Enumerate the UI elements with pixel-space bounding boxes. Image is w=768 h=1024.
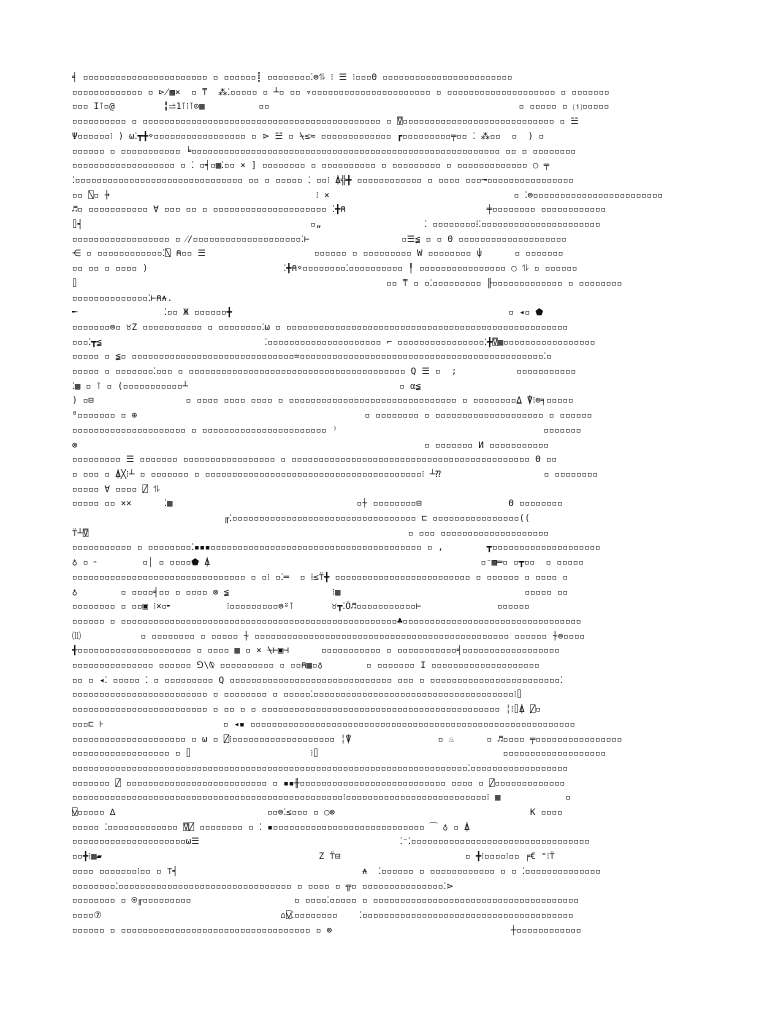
text-line: ▫▫ ⍂▫ ⍆ ⁝ ⨯ ▫ ⁚⊜▫▫▫▫▫▫▫▫▫▫▫▫▫▫▫▫▫▫▫▫▫▫▫▫ (72, 190, 663, 201)
text-line: ▫▫▫▫▫▫▫▫▫▫▫▫▫▫▫▫▫▫▫▫▫ω☰ ⁚⁻⁚▫▫▫▫▫▫▫▫▫▫▫▫▫▫▫▫▫▫▫▫▫▫▫▫▫▫▫▫▫▫▫▫▫ (72, 837, 590, 848)
text-line: ♬▫ ▫▫▫▫▫▫▫▫▫▫▫ ∀ ▫▫▫ ▫▫ ▫ ▫▫▫▫▫▫▫▫▫▫▫▫▫▫▫▫▫▫▫▫▫ ⁚╋⍝ ╪▫▫▫▫▫▫▫▫ ▫▫▫▫▫▫▫▫▫▫▫▫ (72, 205, 606, 216)
text-line: ╾ ⁚▫▫ Ж ▫▫▫▫▫▫╋ ▫ ◂▫ ⬟ (72, 308, 544, 319)
text-line: ▫▫▫▫▫▫▫▫▫▫▫▫▫▫▫▫▫▫▫ ▫ ⁚ ▫┥▫▦⁚▫▫ ⨯ ] ▫▫▫▫▫▫▫▫ ▫ ▫▫▫▫▫▫▫▫▫▫ ▫ ▫▫▫▫▫▫▫▫▫ ▫ ▫▫▫▫▫▫▫▫▫▫▫▫▫ ○ ╤ (72, 161, 550, 172)
text-line: ▫▫▫▫▫▫▫▫▫▫▫▫▫▫▫▫▫▫▫▫▫▫▫▫▫▫▫▫▫▫▫▫ ▫ ▫⁝ ▫⁚═ ▫ ⁞≤⍡╋ ▫▫▫▫▫▫▫▫▫▫▫▫▫▫▫▫▫▫▫▫▫▫▫▫▫ ▫ ▫▫▫▫▫▫ ▫ ▫▫▫▫ ▫ (72, 572, 568, 583)
text-line: ▫▫▫▫▫▫▫▫▫▫▫▫▫▫▫▫▫▫ ▫ ⁄/▫▫▫▫▫▫▫▫▫▫▫▫▫▫▫▫▫▫▫▫⁚⊢ ▫☰≨ ▫ ▫ Θ ▫▫▫▫▫▫▫▫▫▫▫▫▫▫▫▫▫▫▫▫ (72, 234, 567, 245)
text-line: ♁ ▫ ╴ ▫│ ▫ ▫▫▫▫⬟ ⍋ ▫⁻▩═▫ ▫┳▫▫ ▫ ▫▫▫▫▫ (72, 558, 584, 569)
text-line: ▫▫▫▫▫ ▫ ▫▫▫▫▫▫▫⁚▫▫▫ ▫ ▫▫▫▫▫▫▫▫▫▫▫▫▫▫▫▫▫▫▫▫▫▫▫▫▫▫▫▫▫▫▫▫▫▫▫▫▫▫▫▫ Q ☰ ▫ ; ▫▫▫▫▫▫▫▫▫▫▫ (72, 367, 577, 377)
text-line: ▫▫▫▫⑦ ⌂⍌⁚▫▫▫▫▫▫▫▫ ⁚▫▫▫▫▫▫▫▫▫▫▫▫▫▫▫▫▫▫▫▫▫▫▫▫▫▫▫▫▫▫▫▫▫▫▫▫▫▫▫ (72, 910, 574, 921)
text-line: ♁ ▫ ▫▫▫▫╡▫▫ ▫ ▫▫▫▫ ⊗ ≨ ⁝▦ ▫▫▫▫▫ ▫▫ (72, 587, 568, 598)
text-line: ╡ ▫▫▫▫▫▫▫▫▫▫▫▫▫▫▫▫▫▫▫▫▫▫▫ ▫ ▫▫▫▫▫▫┋ ▫▫▫▫▫▫▫▫⁚⊜⥮ ⁝ ☰ ⁝▫▫▫Θ ▫▫▫▫▫▫▫▫▫▫▫▫▫▫▫▫▫▫▫▫▫▫▫▫ (72, 73, 513, 83)
text-line: ⌷ ▫▫ ⍑ ▫ ▫⁚▫▫▫▫▫▫▫▫▫ ╟▫▫▫▫▫▫▫▫▫▫▫▫▫ ▫ ▫▫▫▫▫▫▫▫ (72, 278, 623, 289)
text-line: ▫▫▫▫▫▫▫▫▫▫▫▫▫▫▫▫▫▫▫▫▫ ▫ ω ▫ ⍁⁝▫▫▫▫▫▫▫▫▫▫▫▫▫▫▫▫▫▫▫ ╎⍒ ▫ ♨ ▫ ♬▫▫▫▫ ╤▫▫▫▫▫▫▫▫▫▫▫▫▫▫▫▫ (72, 734, 623, 745)
text-line: ▫▫▫▫▫▫▫▫▫▫▫▫▫▫▫▫▫▫▫▫▫▫▫▫▫▫▫▫▫▫▫▫▫▫▫▫▫▫▫▫▫▫▫▫▫▫▫▫▫▫▫▫▫▫▫▫▫▫▫▫▫▫▫▫▫▫▫▫▫▫▫▫▫⁚▫▫▫▫▫▫▫▫▫▫▫▫▫▫▫▫▫▫ (72, 763, 568, 774)
text-line: ▫▫▫⊏ ⊦ ▫ ◂▪ ▫▫▫▫▫▫▫▫▫▫▫▫▫▫▫▫▫▫▫▫▫▫▫▫▫▫▫▫▫▫▫▫▫▫▫▫▫▫▫▫▫▫▫▫▫▫▫▫▫▫▫▫▫▫▫▫▫▫▫▫ (72, 719, 576, 730)
text-line: ⌷┥ ▫„ ⁚ ▫▫▫▫▫▫▫▫⁞⁚▫▫▫▫▫▫▫▫▫▫▫▫▫▫▫▫▫▫▫▫▫▫ (72, 220, 601, 230)
text-line: ▫▫ ▫ ◂⁚ ▫▫▫▫▫ ⁚ ▫ ▫▫▫▫▫▫▫▫▫ Q ▫▫▫▫▫▫▫▫▫▫▫▫▫▫▫▫▫▫▫▫▫▫▫▫▫▫▫▫▫▫ ▫▫▫ ▫ ▫▫▫▫▫▫▫▫▫▫▫▫▫▫▫▫▫▫▫▫▫▫▫▫⁚ (72, 675, 563, 686)
text-line: ▫▫▫▫▫▫▫▫▫▫▫▫▫ ▫ ⋫▩⨯ ▫ ⍑ ⁂⁚▫▫▫▫▫ ▫ ┴▫ ▫▫ ▿▫▫▫▫▫▫▫▫▫▫▫▫▫▫▫▫▫▫▫▫▫▫ ▫ ▫▫▫▫▫▫▫▫▫▫▫▫▫▫▫▫▫▫▫▫ ▫ ▫▫▫▫▫▫▫ (72, 87, 610, 98)
text-line: ▫▫▫▫▫▫▫▫▫▫▫▫▫▫▫▫▫▫▫▫▫▫▫▫▫ ▫ ▫▫▫▫▫▫▫▫ ▫ ▫▫▫▫▫⁚▫▫▫▫▫▫▫▫▫▫▫▫▫▫▫▫▫▫▫▫▫▫▫▫▫▫▫▫▫▫▫▫▫▫▫▫▫⁝⌷ (72, 690, 523, 701)
text-line: ▫▫▫▫▫▫▫▫▫▫▫▫▫▫▫▫▫▫▫▫▫ ▫ ▫▫▫▫▫▫▫▫▫▫▫▫▫▫▫▫▫▫▫▫▫▫▫ ⁾ ▫▫▫▫▫▫▫ (72, 425, 582, 436)
text-line: ▫▫▫▫▫▫▫▫ ▫ ▫▫▣ ⁝⨯▫╸ ⁝▫▫▫▫▫▫▫▫▫⊜⍤⊺ ♉┳⁚Ö♬▫▫▫▫▫▫▫▫▫▫▫⊢ ▫▫▫▫▫▫ (72, 602, 530, 613)
text-line: ╉▫▫▫▫▫▫▫▫▫▫▫▫▫▫▫▫▫▫▫▫▫ ▫ ▫▫▫▫ ▦ ▫ ⨯ ⍀⊢▣⊣ ▫▫▫▫▫▫▫▫▫▫▫ ▫ ▫▫▫▫▫▫▫▫▫▫▫╡▫▫▫▫▫▫▫▫▫▫▫▫▫▫▫▫▫▫ (72, 646, 560, 657)
text-line: ▫▫▫▫▫▫▫▫ ▫ ⍟╓▫▫▫▫▫▫▫▫▫ ▫ ▫▫▫▫⁚▫▫▫▫▫ ▫ ▫▫▫▫▫▫▫▫▫▫▫▫▫▫▫▫▫▫▫▫▫▫▫▫▫▫▫▫▫▫▫▫▫▫▫▫▫▫ (72, 896, 579, 907)
text-line: ▫▫▫▫▫ ▫ ≨▫ ▫▫▫▫▫▫▫▫▫▫▫▫▫▫▫▫▫▫▫▫▫▫▫▫▫▫▫▫▫▫=▫▫▫▫▫▫▫▫▫▫▫▫▫▫▫▫▫▫▫▫▫▫▫▫▫▫▫▫▫▫▫▫▫▫▫▫▫▫▫▫▫▫▫▫▫⁚▫ (72, 352, 552, 363)
text-line: ▫ ▫▫▫ ▫ ⍋╳⁝┴ ▫ ▫▫▫▫▫▫▫ ▫ ▫▫▫▫▫▫▫▫▫▫▫▫▫▫▫▫▫▫▫▫▫▫▫▫▫▫▫▫▫▫▫▫▫▫▫▫▫▫▫▫⁝ ┴⁇ ▫ ▫▫▫▫▫▫▫▫ (72, 469, 598, 480)
document-page (72, 72, 696, 952)
text-line: ▫▫▫▫▫▫ ▫ ▫▫▫▫▫▫▫▫▫▫▫▫▫▫▫▫▫▫▫▫▫▫▫▫▫▫▫▫▫▫▫▫▫▫▫▫▫▫▫▫▫▫▫▫▫▫▫▫▫▫▫♣▫▫▫▫▫▫▫▫▫▫▫▫▫▫▫▫▫▫▫▫▫▫▫▫▫▫▫▫▫▫▫▫▫ (72, 616, 582, 627)
text-line: ) ▫⊟ ▫ ▫▫▫▫ ▫▫▫▫ ▫▫▫▫ ▫ ▫▫▫▫▫▫▫▫▫▫▫▫▫▫▫▫▫▫▫▫▫▫▫▫▫▫▫▫▫▫▫ ▫ ▫▫▫▫▫▫▫▫⍙ ⍒⁝⊜╕▫▫▫▫▫ (72, 396, 574, 407)
text-line: ⊗ ▫ ▫▫▫▫▫▫▫ И ▫▫▫▫▫▫▫▫▫▫▫ (72, 440, 549, 451)
text-line: ▫▫▫▫▫▫▫ ⍁ ▫▫▫▫▫▫▫▫▫▫▫▫▫▫▫▫▫▫▫▫▫▫▫▫▫▫ ▫ ▪▪╫▫▫▫▫▫▫▫▫▫▫▫▫▫▫▫▫▫▫▫▫▫▫▫▫▫▫▫ ▫▫▫▫ ▫ ⍁▫▫▫▫▫▫▫▫▫▫▫▫▫ (72, 778, 566, 789)
text-line: ⁰▫▫▫▫▫▫▫ ▫ ⊕ ▫ ▫▫▫▫▫▫▫▫ ▫ ▫▫▫▫▫▫▫▫▫▫▫▫▫▫▫▫▫▫▫▫ ▫ ▫▫▫▫▫▫ (72, 411, 593, 422)
text-line: ▫▫▫▫▫▫▫▫▫▫▫▫▫▫⁚⊢⍝⍲. (72, 293, 173, 304)
text-line: ⁚▫▫▫▫▫▫▫▫▫▫▫▫▫▫▫▫▫▫▫▫▫▫▫▫▫▫▫▫▫▫▫ ▫▫ ▫ ▫▫▫▫▫ ⁚ ▫▫⁝ ⍋╬╋ ▫▫▫▫▫▫▫▫▫▫▫▫ ▫ ▫▫▫▫ ▫▫▫╼▫▫▫▫▫▫▫▫▫▫▫▫▫▫▫▫ (72, 175, 574, 186)
text-line: ▫▫╋⁝▦▰ Z ⍡⊟ ▫ ╋⁝▫▫▫▫⁝▫▫ ╒€ ⁼⁝⍡ (72, 852, 555, 863)
text-line: Ψ▫▫▫▫▫▫⁝ ) ω⁚┳╋⌔▫▫▫▫▫▫▫▫▫▫▫▫▫▫▫▫▫ ▫ ⋗ ☱ ▫ ⍀≤≈ ▫▫▫▫▫▫▫▫▫▫▫▫▫ ┏▫▫▫▫▫▫▫▫▫╤▫▫ ⁚ ⁂▫▫ ▫ ) ▫ (72, 131, 545, 142)
text-line: ▫▫▫▫▫▫▫▫▫▫▫▫▫▫▫▫▫▫ ▫ ⌷ ⁝⌷ ▫▫▫▫▫▫▫▫▫▫▫▫▫▫▫▫▫▫▫ (72, 749, 606, 760)
text-line: ▫▫▫▫▫▫▫▫▫▫▫▫▫▫▫▫▫▫▫▫▫▫▫▫▫ ▫ ▫▫ ▫ ▫ ▫▫▫▫▫▫▫▫▫▫▫▫▫▫▫▫▫▫▫▫▫▫▫▫▫▫▫▫▫▫▫▫▫▫▫▫▫▫▫▫▫▫▫▫ ╎⁝⌷⍋ ⍁▫ (72, 705, 541, 716)
text-line: ▫▫▫▫▫ ∀ ▫▫▫▫ ⍁ ⥮ (72, 484, 160, 495)
text-line: ▫▫▫▫▫▫▫▫▫▫ ▫ ▫▫▫▫▫▫▫▫▫▫▫▫▫▫▫▫▫▫▫▫▫▫▫▫▫▫▫▫▫▫▫▫▫▫▫▫▫▫▫▫▫▫▫▫ ▫ ⍔▫▫▫▫▫▫▫▫▫▫▫▫▫▫▫▫▫▫▫▫▫▫▫▫▫▫▫▫ ▫ ☱ (72, 117, 579, 128)
text-line: ⑾ ▫ ▫▫▫▫▫▫▫▫ ▫ ▫▫▫▫▫ ⍭ ▫▫▫▫▫▫▫▫▫▫▫▫▫▫▫▫▫▫▫▫▫▫▫▫▫▫▫▫▫▫▫▫▫▫▫▫▫▫▫▫▫▫▫▫▫▫▫ ▫▫▫▫▫▫ ⍭⊜▫▫▫▫ (72, 631, 585, 642)
text-line: ▫▫▫▫▫▫▫▫⁚▫▫▫▫▫▫▫▫▫▫▫▫▫▫▫▫▫▫▫▫▫▫▫▫▫▫▫▫▫▫▫▫ ▫ ▫▫▫▫ ▫ ╦▫ ▫▫▫▫▫▫▫▫▫▫▫▫▫▫▫⁚⋗ (72, 881, 454, 892)
text-line: ⋲ ▫ ▫▫▫▫▫▫▫▫▫▫▫▫⁚⍂ ⍝▫▫ ☰ ▫▫▫▫▫▫ ▫ ▫▫▫▫▫▫▫▫▫ W ▫▫▫▫▫▫▫▫ ⍦ ▫ ▫▫▫▫▫▫▫ (72, 249, 564, 260)
text-line: ⁚▦ ▫ ⊺ ▫ (▫▫▫▫▫▫▫▫▫▫▫┴ ▫ α≨ (72, 381, 421, 392)
text-line: ▫▫ ▫▫ ▫ ▫▫▫▫ ) ⁚╋⍝⌔▫▫▫▫▫▫▫▫⁚▫▫▫▫▫▫▫▫▫▫ ╿ ▫▫▫▫▫▫▫▫▫▫▫▫▫▫▫▫ ○ ⥮ ▫ ▫▫▫▫▫▫ (72, 264, 578, 275)
text-line: ▫▫▫⁚┳≨ ⁚▫▫▫▫▫▫▫▫▫▫▫▫▫▫▫▫▫▫▫▫▫ ⌐ ▫▫▫▫▫▫▫▫▫▫▫▫▫▫▫▫⁚╋⍔▦▫▫▫▫▫▫▫▫▫▫▫▫▫▫▫▫▫ (72, 337, 596, 348)
text-line: ▫▫▫▫▫▫▫▫▫▫▫▫▫▫▫▫▫▫▫▫▫▫▫▫▫▫▫▫▫▫▫▫▫▫▫▫▫▫▫▫▫▫▫▫▫▫▫▫▫▫⁝▫▫▫▫▫▫▫▫▫▫▫▫▫▫▫▫▫▫▫▫▫▫▫▫▫▫⁝ ▦ ▫ (72, 793, 571, 804)
text-line: ▫▫▫▫▫▫▫⊜▫ ♉Z ▫▫▫▫▫▫▫▫▫▫▫ ▫ ▫▫▫▫▫▫▫▫⁚ω ▫ ▫▫▫▫▫▫▫▫▫▫▫▫▫▫▫▫▫▫▫▫▫▫▫▫▫▫▫▫▫▫▫▫▫▫▫▫▫▫▫▫▫▫▫▫▫▫▫▫▫▫▫▫ (72, 322, 568, 333)
text-line: ▫▫▫▫▫▫▫▫▫▫▫ ▫ ▫▫▫▫▫▫▫▫⁚▪▪▪▫▫▫▫▫▫▫▫▫▫▫▫▫▫▫▫▫▫▫▫▫▫▫▫▫▫▫▫▫▫▫▫▫▫▫▫▫▫▫ ▫ , ┳▫▫▫▫▫▫▫▫▫▫▫▫▫▫▫▫▫▫▫▫ (72, 543, 601, 554)
text-line: ▫▫▫▫▫▫ ▫ ▫▫▫▫▫▫▫▫▫▫▫ ╘▫▫▫▫▫▫▫▫▫▫▫▫▫▫▫▫▫▫▫▫▫▫▫▫▫▫▫▫▫▫▫▫▫▫▫▫▫▫▫▫▫▫▫▫▫▫▫▫▫▫▫▫▫▫▫▫▫ ▫▫ ▫ ▫▫▫▫▫▫▫▫ (72, 146, 576, 157)
text-line: ▫▫▫▫ ▫▫▫▫▫▫▫⁝▫▫ ▫ ⊤┥ ⍲ ⁚▫▫▫▫▫▫ ▫ ▫▫▫▫▫▫▫▫▫▫▫▫ ▫ ▫ ⁚▫▫▫▫▫▫▫▫▫▫▫▫▫▫ (72, 866, 601, 877)
text-line: ▫▫▫▫▫ ▫▫ ⨯⨯ ⁚▦ ▫⍭ ▫▫▫▫▫▫▫▫⊟ Θ ▫▫▫▫▫▫▫▫ (72, 499, 563, 510)
text-line: ▫▫▫▫▫▫▫▫▫ ☰ ▫▫▫▫▫▫▫ ▫▫▫▫▫▫▫▫▫▫▫▫▫▫▫▫▫ ▫ ▫▫▫▫▫▫▫▫▫▫▫▫▫▫▫▫▫▫▫▫▫▫▫▫▫▫▫▫▫▫▫▫▫▫▫▫▫▫▫▫▫▫▫▫ Θ ▫▫ (72, 455, 557, 466)
text-line: ╓⁚▫▫▫▫▫▫▫▫▫▫▫▫▫▫▫▫▫▫▫▫▫▫▫▫▫▫▫▫▫▫▫▫▫▫ ⊏ ▫▫▫▫▫▫▫▫▫▫▫▫▫▫▫▫(( (72, 514, 531, 524)
text-line: ▫▫▫ I⊺▫@ ╏⥬1⊺⁝⊺⊙▦ ▫▫ ▫ ▫▫▫▫▫ ▫ ⑴▫▫▫▫▫ (72, 102, 610, 113)
text-line: ▫▫▫▫▫▫▫▫▫▫▫▫▫▫▫ ▫▫▫▫▫▫ ⅁\⍉ ▫▫▫▫▫▫▫▫▫▫ ▫ ▫▫⍝▦▫♁ ▫ ▫▫▫▫▫▫▫ I ▫▫▫▫▫▫▫▫▫▫▫▫▫▫▫▫▫▫▫▫ (72, 661, 540, 671)
text-line: ⍌▫▫▫▫▫ ∆ ▫▫⊜⁚≤▫▫▫ ▫ ○⊗ K ▫▫▫▫ (72, 808, 563, 818)
text-line: ▫▫▫▫▫ ⁚▫▫▫▫▫▫▫▫▫▫▫▫▫ ⍔⍁ ▫▫▫▫▫▫▫▫ ▫ ⁚ ▪▫▫▫▫▫▫▫▫▫▫▫▫▫▫▫▫▫▫▫▫▫▫▫▫▫▫▫▫ ⁀ ♁ ▫ ⍋ (72, 822, 470, 833)
text-line: ⍡┴⍔ ▫ ▫▫▫ ▫▫▫▫▫▫▫▫▫▫▫▫▫▫▫▫▫▫▫▫ (72, 528, 549, 539)
text-line: ▫▫▫▫▫▫ ▫ ▫▫▫▫▫▫▫▫▫▫▫▫▫▫▫▫▫▫▫▫▫▫▫▫▫▫▫▫▫▫▫▫▫▫▫ ▫ ⊗ ┼▫▫▫▫▫▫▫▫▫▫▫▫ (72, 925, 582, 936)
